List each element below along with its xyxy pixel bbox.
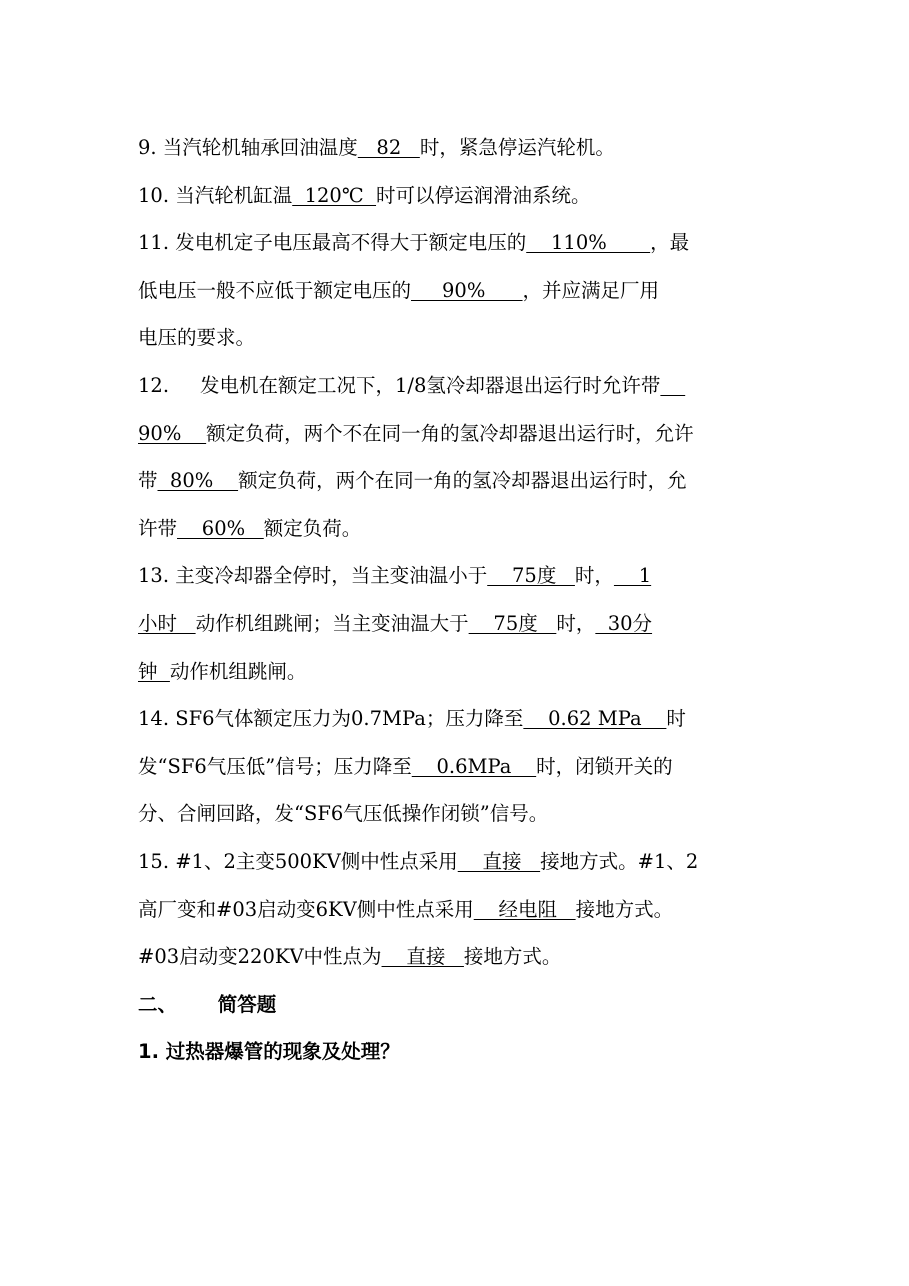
q14-answer-blank-1: 0.62 MPa (523, 707, 667, 731)
question-9 (138, 124, 778, 172)
q13-text-l2-mid2: 时， (556, 611, 596, 635)
q14-text-l3: 分、合闸回路，发“SF6气压低操作闭锁”信号。 (138, 802, 549, 826)
q15-text-l2-post: 接地方式。 (575, 897, 674, 921)
q12-text-pre: 12. 发电机在额定工况下，1/8氢冷却器退出运行时允许带 (138, 373, 661, 397)
question-11-line-2 (138, 267, 778, 315)
question-11-line-3 (138, 314, 778, 362)
q10-text-post: 时可以停运润滑油系统。 (376, 183, 591, 207)
q15-answer-blank-3: 直接 (381, 945, 464, 969)
sq1-text: 1. 过热器爆管的现象及处理？ (138, 1040, 400, 1064)
q12-text-l4-pre: 许带 (138, 516, 178, 540)
question-13-line-2 (138, 600, 778, 648)
q15-answer-blank-1: 直接 (457, 849, 541, 873)
q15-text-pre: 15. #1、2主变500KV侧中性点采用 (138, 849, 458, 873)
question-12-line-1 (138, 362, 778, 410)
q13-answer-blank-3: 75度 (468, 611, 557, 635)
q11-text-l1-post: ，最 (650, 231, 690, 255)
q11-text-pre: 11. 发电机定子电压最高不得大于额定电压的 (138, 231, 527, 255)
q12-answer-blank-1a (660, 374, 685, 397)
q13-answer-blank-2b: 小时 (138, 611, 196, 635)
question-12-line-4 (138, 505, 778, 553)
q15-text-l2-pre: 高厂变和#03启动变6KV侧中性点采用 (138, 897, 474, 921)
q13-answer-blank-2a: 1 (613, 564, 652, 588)
q12-text-l2-post: 额定负荷，两个不在同一角的氢冷却器退出运行时，允许 (206, 421, 694, 445)
q13-text-l3-post: 动作机组跳闸。 (169, 659, 307, 683)
q15-text-l1-post: 接地方式。#1、2 (540, 849, 699, 873)
question-15-line-1 (138, 838, 778, 886)
q13-text-pre: 13. 主变冷却器全停时，当主变油温小于 (138, 564, 488, 588)
question-14-line-3 (138, 790, 778, 838)
question-12-line-2 (138, 410, 778, 458)
question-14-line-1 (138, 695, 778, 743)
question-15-line-3 (138, 933, 778, 981)
q12-text-l3-post: 额定负荷，两个在同一角的氢冷却器退出运行时，允 (238, 469, 687, 493)
q13-answer-blank-1: 75度 (487, 564, 575, 588)
q15-text-l3-post: 接地方式。 (463, 945, 562, 969)
q9-text-pre: 9. 当汽轮机轴承回油温度 (138, 136, 358, 159)
question-10 (138, 172, 778, 220)
q13-text-l2-mid: 动作机组跳闸；当主变油温大于 (195, 611, 469, 635)
section-2-number: 二、 (138, 992, 178, 1016)
document-content (138, 124, 778, 1076)
question-11-line-1 (138, 219, 778, 267)
q14-text-pre: 14. SF6气体额定压力为0.7MPa；压力降至 (138, 707, 524, 731)
q9-text-post: 时，紧急停运汽轮机。 (419, 136, 615, 159)
q9-answer-blank: 82 (357, 136, 420, 159)
q12-answer-blank-2: 80% (157, 469, 239, 493)
q11-text-l2-post: ，并应满足厂用 (522, 278, 660, 302)
short-answer-question-1 (138, 1028, 778, 1076)
q10-answer-blank: 120℃ (292, 183, 377, 207)
question-15-line-2 (138, 886, 778, 934)
q11-text-l3: 电压的要求。 (138, 326, 256, 350)
q14-text-l2-pre: 发“SF6气压低”信号；压力降至 (138, 754, 412, 778)
question-12-line-3 (138, 457, 778, 505)
q13-answer-blank-4a: 30分 (595, 611, 653, 635)
q11-answer-blank-2: 90% (411, 278, 523, 302)
question-13-line-1 (138, 552, 778, 600)
q12-answer-blank-3: 60% (177, 516, 264, 540)
q12-text-l3-pre: 带 (138, 469, 158, 493)
q12-text-l4-post: 额定负荷。 (263, 516, 362, 540)
q11-answer-blank-1: 110% (526, 231, 651, 255)
q12-answer-blank-1b: 90% (138, 421, 207, 445)
q13-text-l1-mid: 时， (574, 564, 614, 588)
section-2-heading (138, 981, 778, 1029)
question-13-line-3 (138, 648, 778, 696)
q15-text-l3-pre: #03启动变220KV中性点为 (138, 945, 382, 969)
q14-text-l1-post: 时 (666, 707, 686, 731)
q14-text-l2-post: 时，闭锁开关的 (536, 754, 673, 778)
q14-answer-blank-2: 0.6MPa (411, 754, 537, 778)
q10-text-pre: 10. 当汽轮机缸温 (138, 183, 293, 207)
q15-answer-blank-2: 经电阻 (473, 897, 576, 921)
q11-text-l2-pre: 低电压一般不应低于额定电压的 (138, 278, 412, 302)
q13-answer-blank-4b: 钟 (138, 659, 170, 683)
section-2-title: 简答题 (217, 992, 277, 1016)
question-14-line-2 (138, 743, 778, 791)
